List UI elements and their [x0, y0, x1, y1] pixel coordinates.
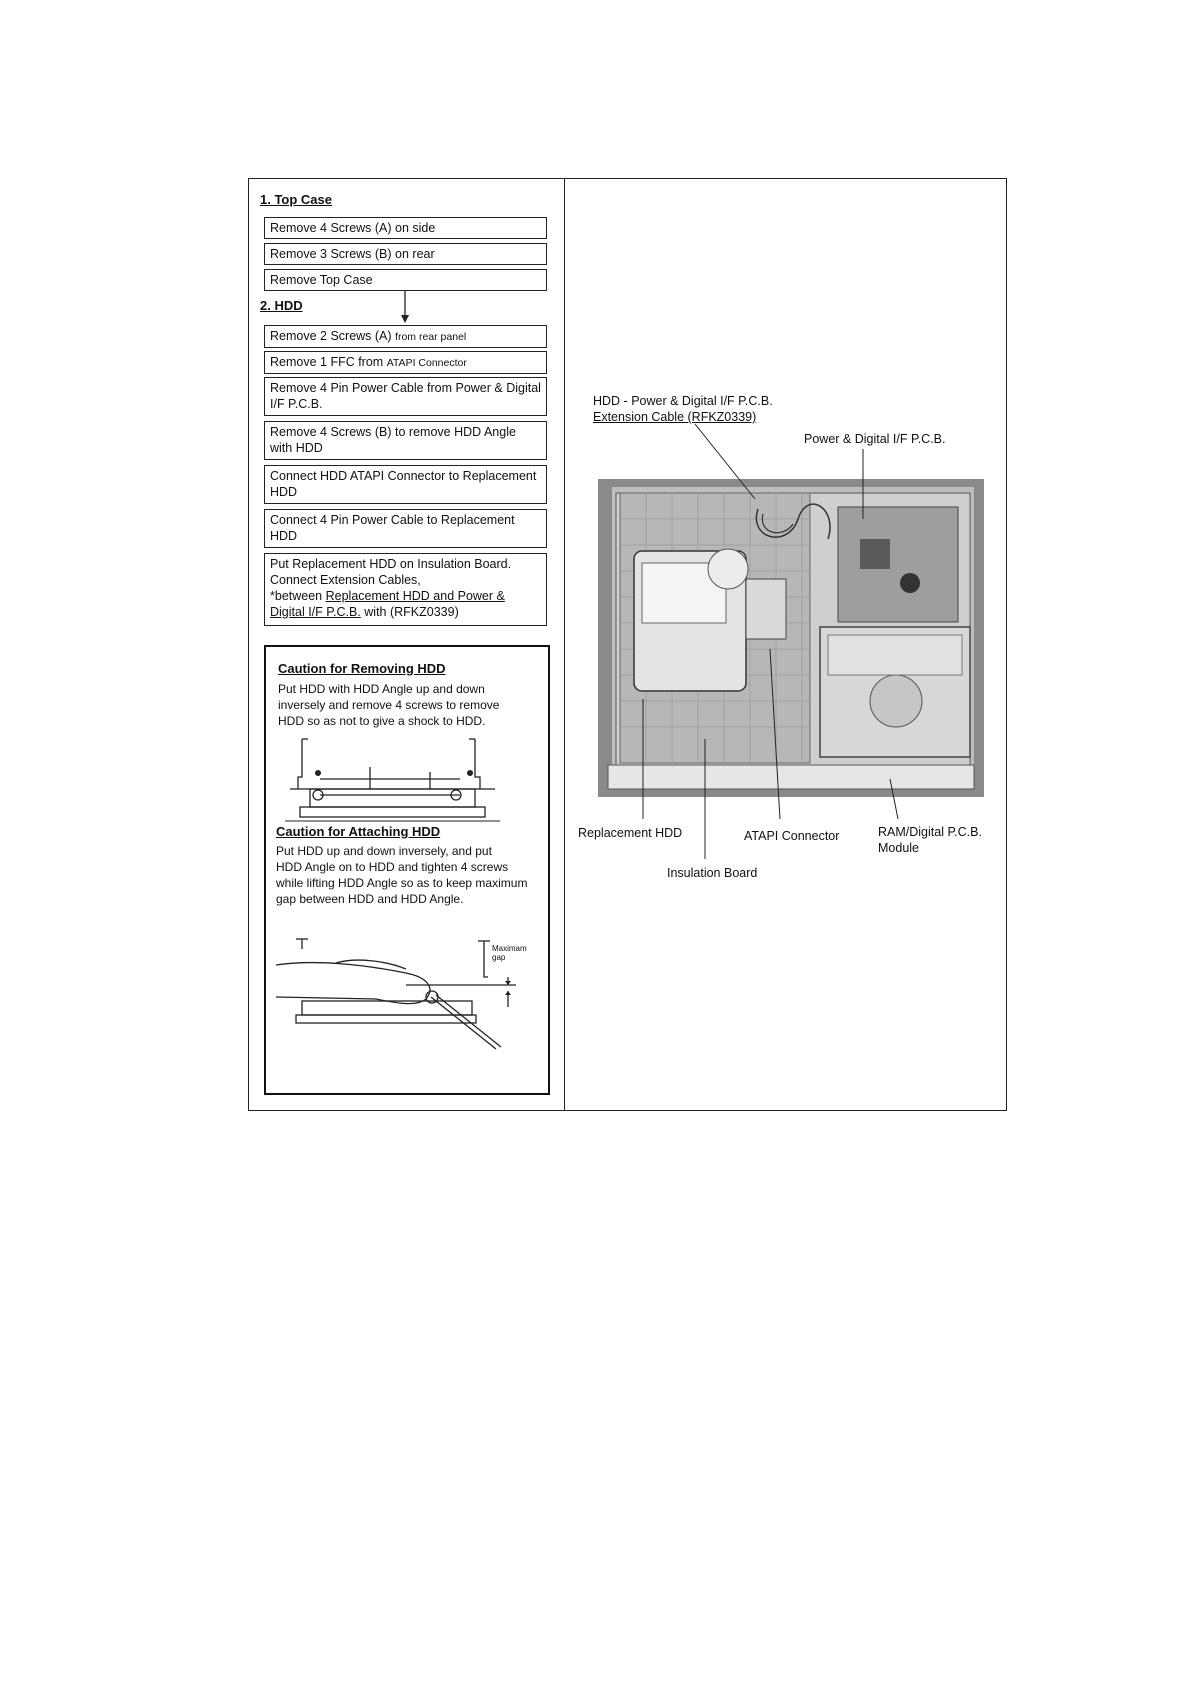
atapi-connector-label: ATAPI Connector [744, 829, 840, 843]
section-top-case-title: 1. Top Case [260, 192, 333, 207]
caution-box [264, 645, 550, 1095]
extension-cable-label: HDD - Power & Digital I/F P.C.B. Extension Cable (RFKZ0339) [593, 394, 773, 424]
step-remove-top-case: Remove Top Case [264, 269, 547, 291]
ram-digital-pcb-label: RAM/Digital P.C.B. Module [878, 825, 982, 855]
caution-attaching-title: Caution for Attaching HDD [276, 824, 441, 839]
step-line: Put Replacement HDD on Insulation Board. [270, 557, 512, 571]
hdd-angle-removal-drawing [280, 737, 510, 827]
leader-lines [565, 179, 1008, 879]
section-hdd-title: 2. HDD [260, 298, 303, 313]
step-remove-ffc [264, 351, 547, 374]
procedure-column [249, 179, 564, 1110]
caution-attaching-text: Put HDD up and down inversely, and put HDD Angle on to HDD and tighten 4 screws while lifting HDD Angle so as to keep maximum gap between HDD and HDD Angle. [276, 844, 528, 906]
step-connect-power-cable: Connect 4 Pin Power Cable to Replacement HDD [264, 509, 547, 548]
step-text: Remove 2 Screws (A) [270, 329, 392, 343]
step-remove-hdd-angle: Remove 4 Screws (B) to remove HDD Angle with HDD [264, 421, 547, 460]
disassembly-table [248, 178, 1007, 1111]
step-connect-atapi: Connect HDD ATAPI Connector to Replacement HDD [264, 465, 547, 504]
step-line: Digital I/F P.C.B. with (RFKZ0339) [270, 605, 459, 619]
caution-removing-text: Put HDD with HDD Angle up and down inversely and remove 4 screws to remove HDD so as not to give a shock to HDD. [278, 682, 500, 728]
step-line: Connect Extension Cables, [270, 573, 421, 587]
step-put-replacement-hdd [264, 553, 547, 626]
caution-removing-title: Caution for Removing HDD [278, 661, 446, 676]
step-text: Remove 1 FFC from [270, 355, 384, 369]
step-remove-side-screws: Remove 4 Screws (A) on side [264, 217, 547, 239]
max-gap-label: Maximam gap [492, 944, 527, 962]
step-remove-power-cable: Remove 4 Pin Power Cable from Power & Digital I/F P.C.B. [264, 377, 547, 416]
power-digital-pcb-label: Power & Digital I/F P.C.B. [804, 432, 946, 446]
step-text-small: from rear panel [395, 331, 467, 343]
step-line: *between Replacement HDD and Power & [270, 589, 505, 603]
figure-column [565, 179, 1006, 1110]
insulation-board-label: Insulation Board [667, 866, 758, 880]
step-text-small: ATAPI Connector [386, 357, 467, 369]
step-remove-rear-screws: Remove 3 Screws (B) on rear [264, 243, 547, 265]
flow-arrow [399, 290, 411, 324]
replacement-hdd-label: Replacement HDD [578, 826, 683, 840]
step-remove-rear-panel-screws [264, 325, 547, 348]
